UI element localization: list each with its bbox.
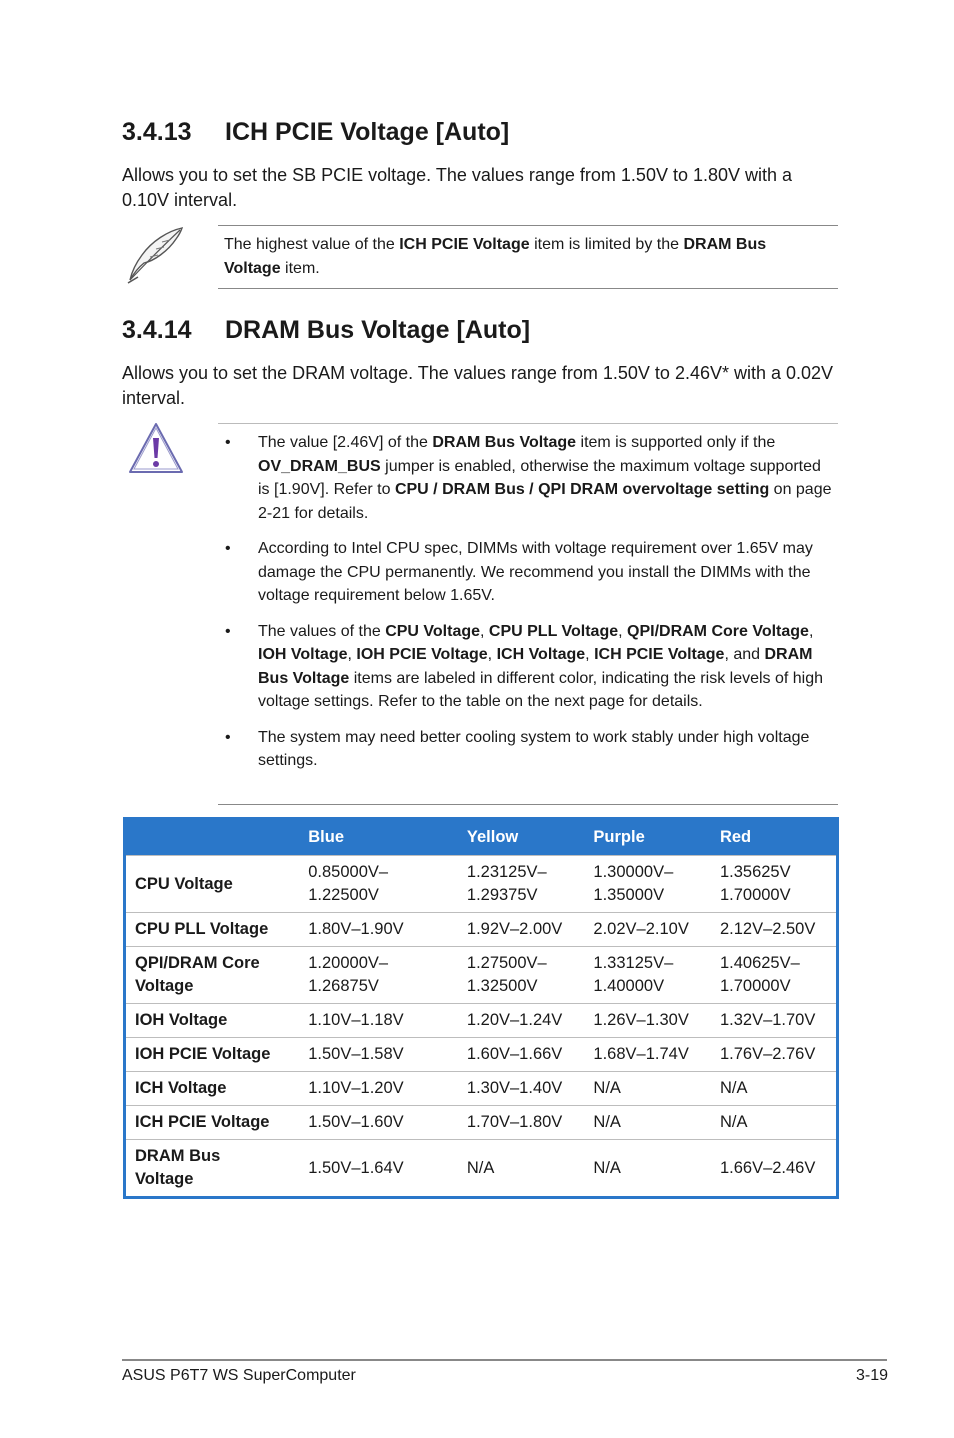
text-run: items are labeled in different color, indicating the risk levels of high voltage settings. Refer to the table on the next page for details. xyxy=(258,669,824,710)
row-label: CPU Voltage xyxy=(125,856,300,913)
section-number: 3.4.14 xyxy=(122,316,192,344)
text-run: The system may need better cooling system to work stably under high voltage settings. xyxy=(258,728,810,769)
voltage-range-cell: 1.10V–1.18V xyxy=(299,1004,458,1038)
voltage-color-table xyxy=(123,817,839,1199)
bullet-marker: • xyxy=(225,622,231,640)
warning-triangle-icon xyxy=(126,420,186,483)
warning-bullet-item xyxy=(218,620,834,714)
bold-term: DRAM Bus Voltage xyxy=(258,646,813,687)
bold-term: DRAM Bus Voltage xyxy=(224,236,767,277)
voltage-range-cell: 1.80V–1.90V xyxy=(299,913,458,947)
voltage-range-cell: N/A xyxy=(711,1106,838,1140)
text-run: jumper is enabled, otherwise the maximum voltage supported is [1.90V]. Refer to xyxy=(258,457,821,498)
voltage-range-cell: 1.20V–1.24V xyxy=(458,1004,585,1038)
voltage-range-cell: 1.30000V– 1.35000V xyxy=(584,856,711,913)
text-run: , xyxy=(347,646,357,663)
section-heading-ich-pcie xyxy=(122,117,509,147)
table-row xyxy=(125,1038,838,1072)
section-body: Allows you to set the SB PCIE voltage. The values range from 1.50V to 1.80V with a 0.10V interval. xyxy=(122,165,793,210)
voltage-range-cell: N/A xyxy=(584,1106,711,1140)
text-run: , xyxy=(618,622,627,640)
bold-term: QPI/DRAM Core Voltage xyxy=(627,622,809,640)
voltage-range-cell: 1.20000V– 1.26875V xyxy=(299,947,458,1004)
bold-term: ICH PCIE Voltage xyxy=(594,646,725,663)
voltage-range-cell: 1.10V–1.20V xyxy=(299,1072,458,1106)
footer-product-name: ASUS P6T7 WS SuperComputer xyxy=(122,1367,356,1384)
feather-pen-icon xyxy=(124,225,186,292)
voltage-range-cell: 2.12V–2.50V xyxy=(711,913,838,947)
row-label: IOH PCIE Voltage xyxy=(125,1038,300,1072)
voltage-range-cell: N/A xyxy=(711,1072,838,1106)
voltage-range-cell: N/A xyxy=(458,1140,585,1198)
section-title: ICH PCIE Voltage [Auto] xyxy=(225,118,510,146)
voltage-range-cell: 1.32V–1.70V xyxy=(711,1004,838,1038)
table-header-cell: Yellow xyxy=(466,828,519,846)
bold-term: IOH Voltage xyxy=(258,646,348,663)
voltage-range-cell: 1.50V–1.60V xyxy=(299,1106,458,1140)
text-run: , and xyxy=(724,646,765,663)
row-label: QPI/DRAM Core Voltage xyxy=(125,947,300,1004)
voltage-range-cell: 1.23125V– 1.29375V xyxy=(458,856,585,913)
warning-bullet-item xyxy=(218,726,834,773)
bold-term: CPU PLL Voltage xyxy=(488,622,619,640)
voltage-range-cell: 1.70V–1.80V xyxy=(458,1106,585,1140)
row-label: ICH Voltage xyxy=(125,1072,300,1106)
table-row xyxy=(125,947,838,1004)
table-header-cell: Blue xyxy=(308,828,344,846)
bold-term: DRAM Bus Voltage xyxy=(432,434,577,451)
text-run: on page 2-21 for details. xyxy=(258,481,832,522)
bold-term: ICH PCIE Voltage xyxy=(399,236,530,253)
note-text xyxy=(224,233,824,281)
voltage-range-cell: 1.26V–1.30V xyxy=(584,1004,711,1038)
text-run: According to Intel CPU spec, DIMMs with voltage requirement over 1.65V may damage the CPU permanently. We recommend you install the DIMMs with the voltage requirement below 1.65V. xyxy=(258,540,813,604)
note-box xyxy=(218,225,838,289)
voltage-range-cell: 1.40625V– 1.70000V xyxy=(711,947,838,1004)
bold-term: CPU / DRAM Bus / QPI DRAM overvoltage setting xyxy=(394,481,770,498)
voltage-range-cell: 1.92V–2.00V xyxy=(458,913,585,947)
row-label: CPU PLL Voltage xyxy=(125,913,300,947)
bullet-marker: • xyxy=(225,540,231,557)
voltage-range-cell: 1.66V–2.46V xyxy=(711,1140,838,1198)
voltage-range-cell: 2.02V–2.10V xyxy=(584,913,711,947)
text-run: , xyxy=(585,646,595,663)
row-label: DRAM Bus Voltage xyxy=(125,1140,300,1198)
voltage-range-cell: N/A xyxy=(584,1072,711,1106)
table-row xyxy=(125,1106,838,1140)
bold-term: CPU Voltage xyxy=(385,622,481,640)
voltage-range-cell: N/A xyxy=(584,1140,711,1198)
text-run: The values of the xyxy=(258,622,386,640)
warning-bullet-item xyxy=(218,431,834,525)
text-run: item. xyxy=(280,260,320,277)
table-header-cell xyxy=(125,819,300,856)
table-row xyxy=(125,913,838,947)
voltage-range-cell: 1.50V–1.64V xyxy=(299,1140,458,1198)
section-number: 3.4.13 xyxy=(122,118,192,146)
row-label: IOH Voltage xyxy=(125,1004,300,1038)
bold-term: ICH Voltage xyxy=(496,646,586,663)
text-run: The highest value of the xyxy=(224,236,400,253)
footer-page-number: 3-19 xyxy=(855,1367,888,1384)
voltage-range-cell: 1.76V–2.76V xyxy=(711,1038,838,1072)
table-row xyxy=(125,1140,838,1198)
text-run: , xyxy=(480,622,489,640)
bullet-marker: • xyxy=(225,728,231,746)
table-header-row xyxy=(125,819,838,856)
bold-term: IOH PCIE Voltage xyxy=(356,646,488,663)
table-header-cell: Purple xyxy=(593,828,645,846)
section-body: Allows you to set the DRAM voltage. The values range from 1.50V to 2.46V* with a 0.02V interval. xyxy=(122,363,834,408)
text-run: item is supported only if the xyxy=(576,434,776,451)
voltage-range-cell: 1.27500V– 1.32500V xyxy=(458,947,585,1004)
table-header-cell: Red xyxy=(719,828,752,846)
text-run: , xyxy=(487,646,497,663)
bullet-marker: • xyxy=(225,434,231,451)
text-run: The value [2.46V] of the xyxy=(258,434,433,451)
section-title: DRAM Bus Voltage [Auto] xyxy=(225,316,531,344)
warning-bullet-item xyxy=(218,537,834,608)
section-heading-dram-bus xyxy=(122,315,530,345)
voltage-range-cell: 1.60V–1.66V xyxy=(458,1038,585,1072)
table-row xyxy=(125,1072,838,1106)
warning-box xyxy=(218,423,838,805)
text-run: , xyxy=(808,622,814,640)
bold-term: OV_DRAM_BUS xyxy=(258,457,381,475)
voltage-range-cell: 1.35625V 1.70000V xyxy=(711,856,838,913)
voltage-range-cell: 1.68V–1.74V xyxy=(584,1038,711,1072)
table-row xyxy=(125,856,838,913)
voltage-range-cell: 1.33125V– 1.40000V xyxy=(584,947,711,1004)
voltage-range-cell: 1.50V–1.58V xyxy=(299,1038,458,1072)
table-row xyxy=(125,1004,838,1038)
warning-bullet-list xyxy=(218,431,834,773)
voltage-range-cell: 1.30V–1.40V xyxy=(458,1072,585,1106)
voltage-range-cell: 0.85000V– 1.22500V xyxy=(299,856,458,913)
row-label: ICH PCIE Voltage xyxy=(125,1106,300,1140)
text-run: item is limited by the xyxy=(529,236,684,253)
footer-divider xyxy=(122,1359,887,1361)
